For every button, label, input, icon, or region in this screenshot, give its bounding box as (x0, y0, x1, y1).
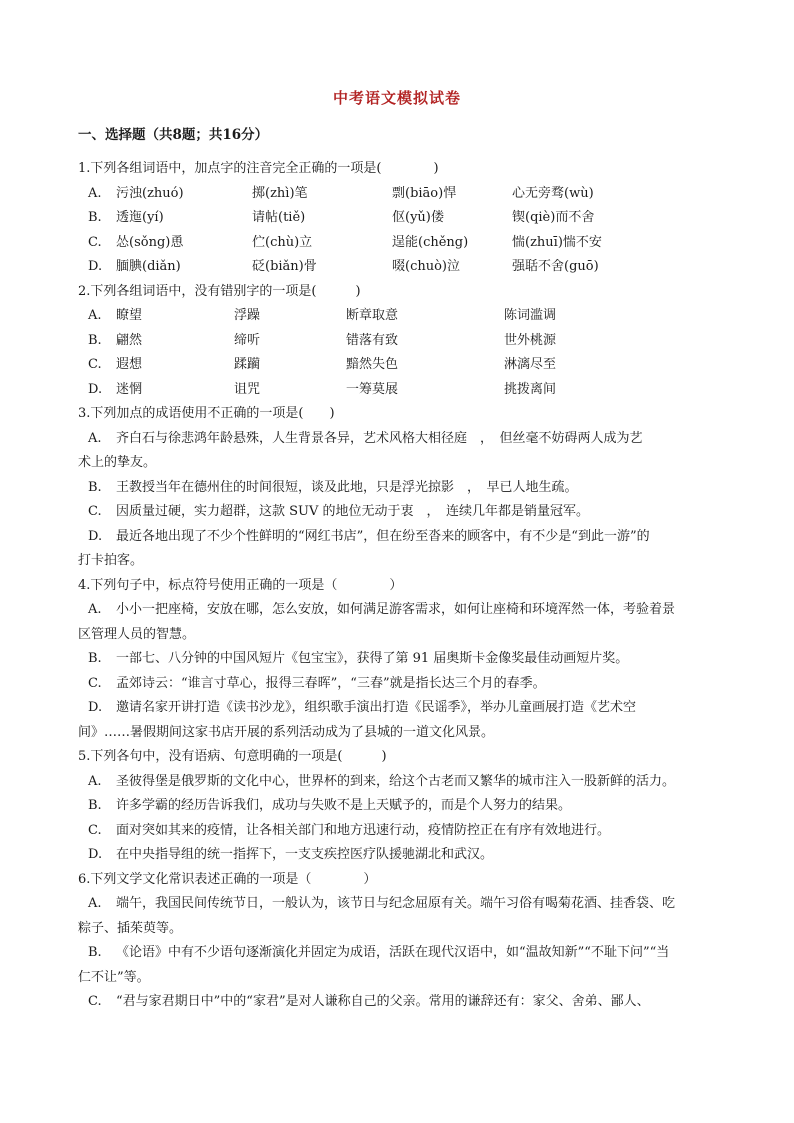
question-stem: 2.下列各组词语中，没有错别字的一项是( ) (78, 283, 361, 299)
option-text: 《论语》中有不少语句逐渐演化并固定为成语，活跃在现代汉语中，如“温故知新”“不耻下问”“当 (116, 945, 670, 960)
option-label: C. (88, 357, 102, 372)
option-row (78, 206, 718, 231)
option-label: B. (88, 798, 102, 813)
option-paragraph (78, 672, 718, 697)
option-item: 错落有致 (346, 332, 399, 348)
option-text: 圣彼得堡是俄罗斯的文化中心，世界杯的到来，给这个古老而又繁华的城市注入一股新鲜的活力。 (116, 773, 676, 789)
option-item: 逞能(chěng) (392, 234, 469, 250)
option-item: 污浊(zhuó) (116, 185, 184, 201)
option-label: D. (88, 700, 103, 715)
option-item: 遐想 (116, 357, 143, 372)
option-label: B. (88, 945, 102, 960)
option-label: B. (88, 210, 102, 225)
question-stem: 4.下列句子中，标点符号使用正确的一项是（ ） (78, 577, 403, 593)
option-text: 齐白石与徐悲鸿年龄悬殊，人生背景各异，艺术风格大相径庭 ， 但丝毫不妨碍两人成为艺 (116, 430, 643, 446)
option-item: 缔听 (234, 332, 261, 348)
option-item: 掷(zhì)笔 (252, 185, 308, 201)
option-label: A. (88, 430, 102, 446)
question-stem: 1.下列各组词语中，加点字的注音完全正确的一项是( ) (78, 161, 439, 176)
option-item: 透迤(yí) (116, 210, 164, 225)
option-item: 迷惘 (116, 381, 143, 397)
option-row (78, 182, 718, 207)
option-item: 蹂躏 (234, 357, 261, 372)
option-text: 邀请名家开讲打造《读书沙龙》，组织歌手演出打造《民谣季》，举办儿童画展打造《艺术空 (116, 700, 637, 715)
option-paragraph (78, 696, 718, 721)
option-text-continued: 仁不让”等。 (78, 969, 150, 985)
option-label: C. (88, 234, 102, 250)
option-row (78, 231, 718, 256)
option-item: 伛(yǔ)偻 (392, 210, 444, 225)
option-paragraph (78, 941, 718, 966)
option-text: 王教授当年在德州住的时间很短，谈及此地，只是浮光掠影 ， 早已人地生疏。 (116, 479, 578, 495)
option-label: D. (88, 847, 103, 862)
option-text-continued: 区管理人员的智慧。 (78, 626, 196, 642)
question-stem: 3.下列加点的成语使用不正确的一项是( ) (78, 406, 335, 421)
option-item: 伫(chù)立 (252, 234, 313, 250)
option-paragraph (78, 770, 718, 795)
question-stem: 6.下列文学文化常识表述正确的一项是（ ） (78, 871, 377, 887)
option-text: 在中央指导组的统一指挥下，一支支疾控医疗队援驰湖北和武汉。 (116, 847, 494, 862)
exam-content (78, 157, 718, 1015)
option-text-continued: 术上的挚友。 (78, 455, 157, 470)
section-heading: 一、选择题（共8题；共16分） (78, 127, 269, 143)
question-stem: 5.下列各句中，没有语病、句意明确的一项是( ) (78, 749, 387, 764)
option-row (78, 255, 718, 280)
option-text-continued: 间》……暑假期间这家书店开展的系列活动成为了县城的一道文化风景。 (78, 724, 495, 740)
option-item: 砭(biǎn)骨 (252, 259, 317, 274)
option-label: A. (88, 185, 102, 201)
option-item: 淋漓尽至 (504, 357, 557, 372)
option-item: 黯然失色 (346, 357, 399, 372)
option-label: C. (88, 994, 102, 1009)
option-item: 瞭望 (116, 308, 143, 323)
option-label: B. (88, 479, 102, 495)
option-item: 剽(biāo)悍 (392, 185, 457, 201)
option-label: A. (88, 896, 102, 911)
option-text: 最近各地出现了不少个性鲜明的“网红书店”，但在纷至沓来的顾客中，有不少是“到此一游”的 (116, 528, 650, 544)
option-item: 陈词滥调 (504, 308, 557, 323)
option-text: 许多学霸的经历告诉我们，成功与失败不是上天赋予的，而是个人努力的结果。 (116, 798, 572, 813)
option-paragraph (78, 647, 718, 672)
page-title: 中考语文模拟试卷 (332, 89, 461, 107)
option-text-continued: 打卡拍客。 (78, 553, 144, 568)
option-item: 一筹莫展 (346, 381, 399, 397)
option-item: 世外桃源 (504, 332, 557, 348)
option-text: “君与家君期日中”中的“家君”是对人谦称自己的父亲。常用的谦辞还有：家父、舍弟、鄙人、 (116, 994, 650, 1009)
option-item: 翩然 (116, 332, 143, 348)
option-row (78, 329, 718, 354)
option-text: 端午，我国民间传统节日，一般认为，该节日与纪念屈原有关。端午习俗有喝菊花酒、挂香袋、吃 (116, 896, 676, 911)
option-item: 怂(sǒng)恿 (116, 234, 184, 250)
option-label: D. (88, 381, 103, 397)
option-text: 小小一把座椅，安放在哪，怎么安放，如何满足游客需求，如何让座椅和环境浑然一体，考验着景 (116, 602, 676, 617)
option-paragraph (78, 525, 718, 550)
option-item: 腼腆(diǎn) (116, 259, 181, 274)
option-item: 心无旁骛(wù) (512, 185, 594, 201)
option-text: 一部七、八分钟的中国风短片《包宝宝》，获得了第 91 届奥斯卡金像奖最佳动画短片奖。 (116, 651, 629, 666)
option-label: A. (88, 308, 102, 323)
option-item: 挑拨离间 (504, 381, 557, 397)
option-paragraph (78, 990, 718, 1015)
option-item: 锲(qiè)而不舍 (512, 210, 595, 225)
option-item: 断章取意 (346, 308, 399, 323)
option-item: 惴(zhuī)惴不安 (512, 234, 602, 250)
option-label: B. (88, 651, 102, 666)
option-text: 因质量过硬，实力超群，这款 SUV 的地位无动于衷 ， 连续几年都是销量冠军。 (116, 504, 590, 519)
option-item: 强聒不舍(guō) (512, 259, 599, 274)
option-label: D. (88, 528, 103, 544)
option-paragraph (78, 843, 718, 868)
option-row (78, 304, 718, 329)
option-label: C. (88, 675, 102, 691)
option-label: A. (88, 773, 102, 789)
option-paragraph (78, 598, 718, 623)
option-paragraph (78, 500, 718, 525)
option-label: A. (88, 602, 102, 617)
option-text: 面对突如其来的疫情，让各相关部门和地方迅速行动，疫情防控正在有序有效地进行。 (116, 822, 611, 838)
option-item: 啜(chuò)泣 (392, 259, 460, 274)
option-label: D. (88, 259, 103, 274)
option-row (78, 378, 718, 403)
option-label: C. (88, 822, 102, 838)
option-text-continued: 粽子、插茱萸等。 (78, 920, 183, 936)
option-paragraph (78, 794, 718, 819)
option-paragraph (78, 476, 718, 501)
option-paragraph (78, 892, 718, 917)
option-item: 请帖(tiě) (252, 210, 306, 225)
option-paragraph (78, 427, 718, 452)
option-item: 诅咒 (234, 381, 261, 397)
option-label: C. (88, 504, 102, 519)
option-text: 孟郊诗云：“谁言寸草心，报得三春晖”，“三春”就是指长达三个月的春季。 (116, 675, 546, 691)
option-row (78, 353, 718, 378)
option-label: B. (88, 332, 102, 348)
option-paragraph (78, 819, 718, 844)
option-item: 浮躁 (234, 308, 261, 323)
